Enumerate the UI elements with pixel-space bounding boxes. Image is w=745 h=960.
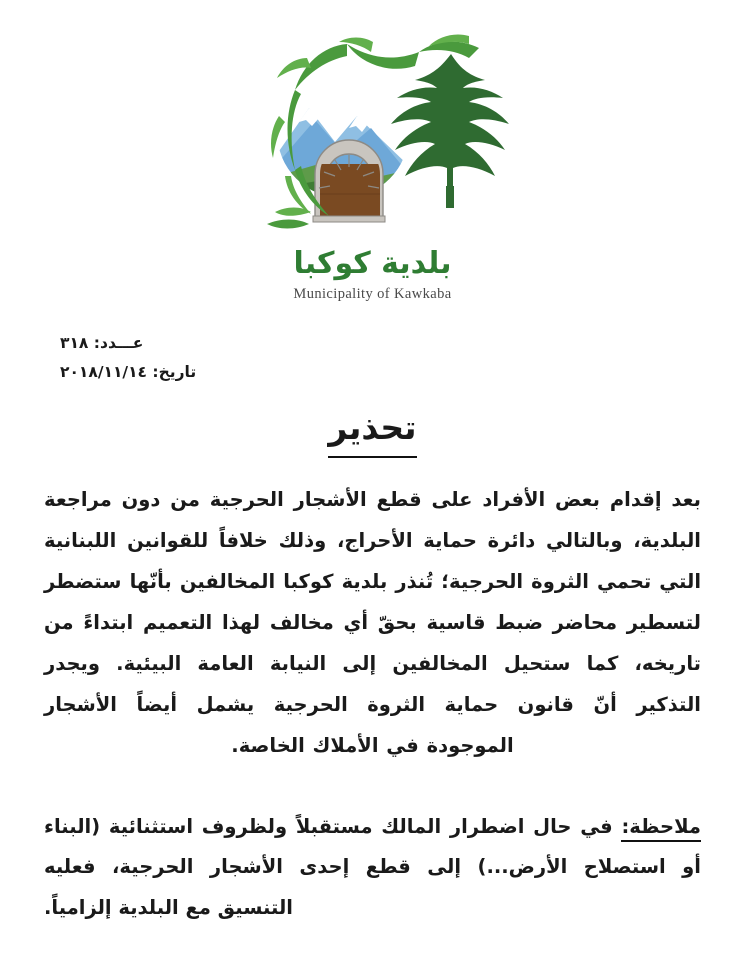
- note-paragraph: [44, 807, 701, 930]
- municipality-logo: [44, 24, 701, 303]
- reference-number: عـــدد: ٣١٨: [60, 334, 144, 352]
- page-title: تحذير: [328, 408, 416, 458]
- reference-block: [44, 329, 701, 386]
- logo-arabic-name: بلدية كوكبا: [293, 246, 452, 281]
- reference-date: تاريخ: ٢٠١٨/١١/١٤: [60, 362, 197, 381]
- logo-artwork: [223, 24, 523, 259]
- logo-english-name: Municipality of Kawkaba: [293, 286, 452, 302]
- note-text: في حال اضطرار المالك مستقبلاً ولظروف استثنائية (البناء أو استصلاح الأرض...) إلى قطع إحدى الأشجار الحرجية، فعليه التنسيق مع البلدية إلزامياً.: [44, 814, 701, 920]
- body-paragraph: بعد إقدام بعض الأفراد على قطع الأشجار الحرجية من دون مراجعة البلدية، وبالتالي دائرة حماية الأحراج، وذلك خلافاً للقوانين اللبنانية التي تحمي الثروة الحرجية؛ تُنذر بلدية كوكبا المخالفين بأنّها ستضطر لتسطير محاضر ضبط قاسية بحقّ أي مخالف لهذا التعميم ابتداءً من تاريخه، كما ستحيل المخالفين إلى النيابة العامة البيئية. ويجدر التذكير أنّ قانون حماية الثروة الحرجية يشمل أيضاً الأشجار الموجودة في الأملاك الخاصة.: [44, 487, 701, 757]
- note-label: ملاحظة:: [621, 815, 701, 842]
- title-wrapper: [44, 408, 701, 458]
